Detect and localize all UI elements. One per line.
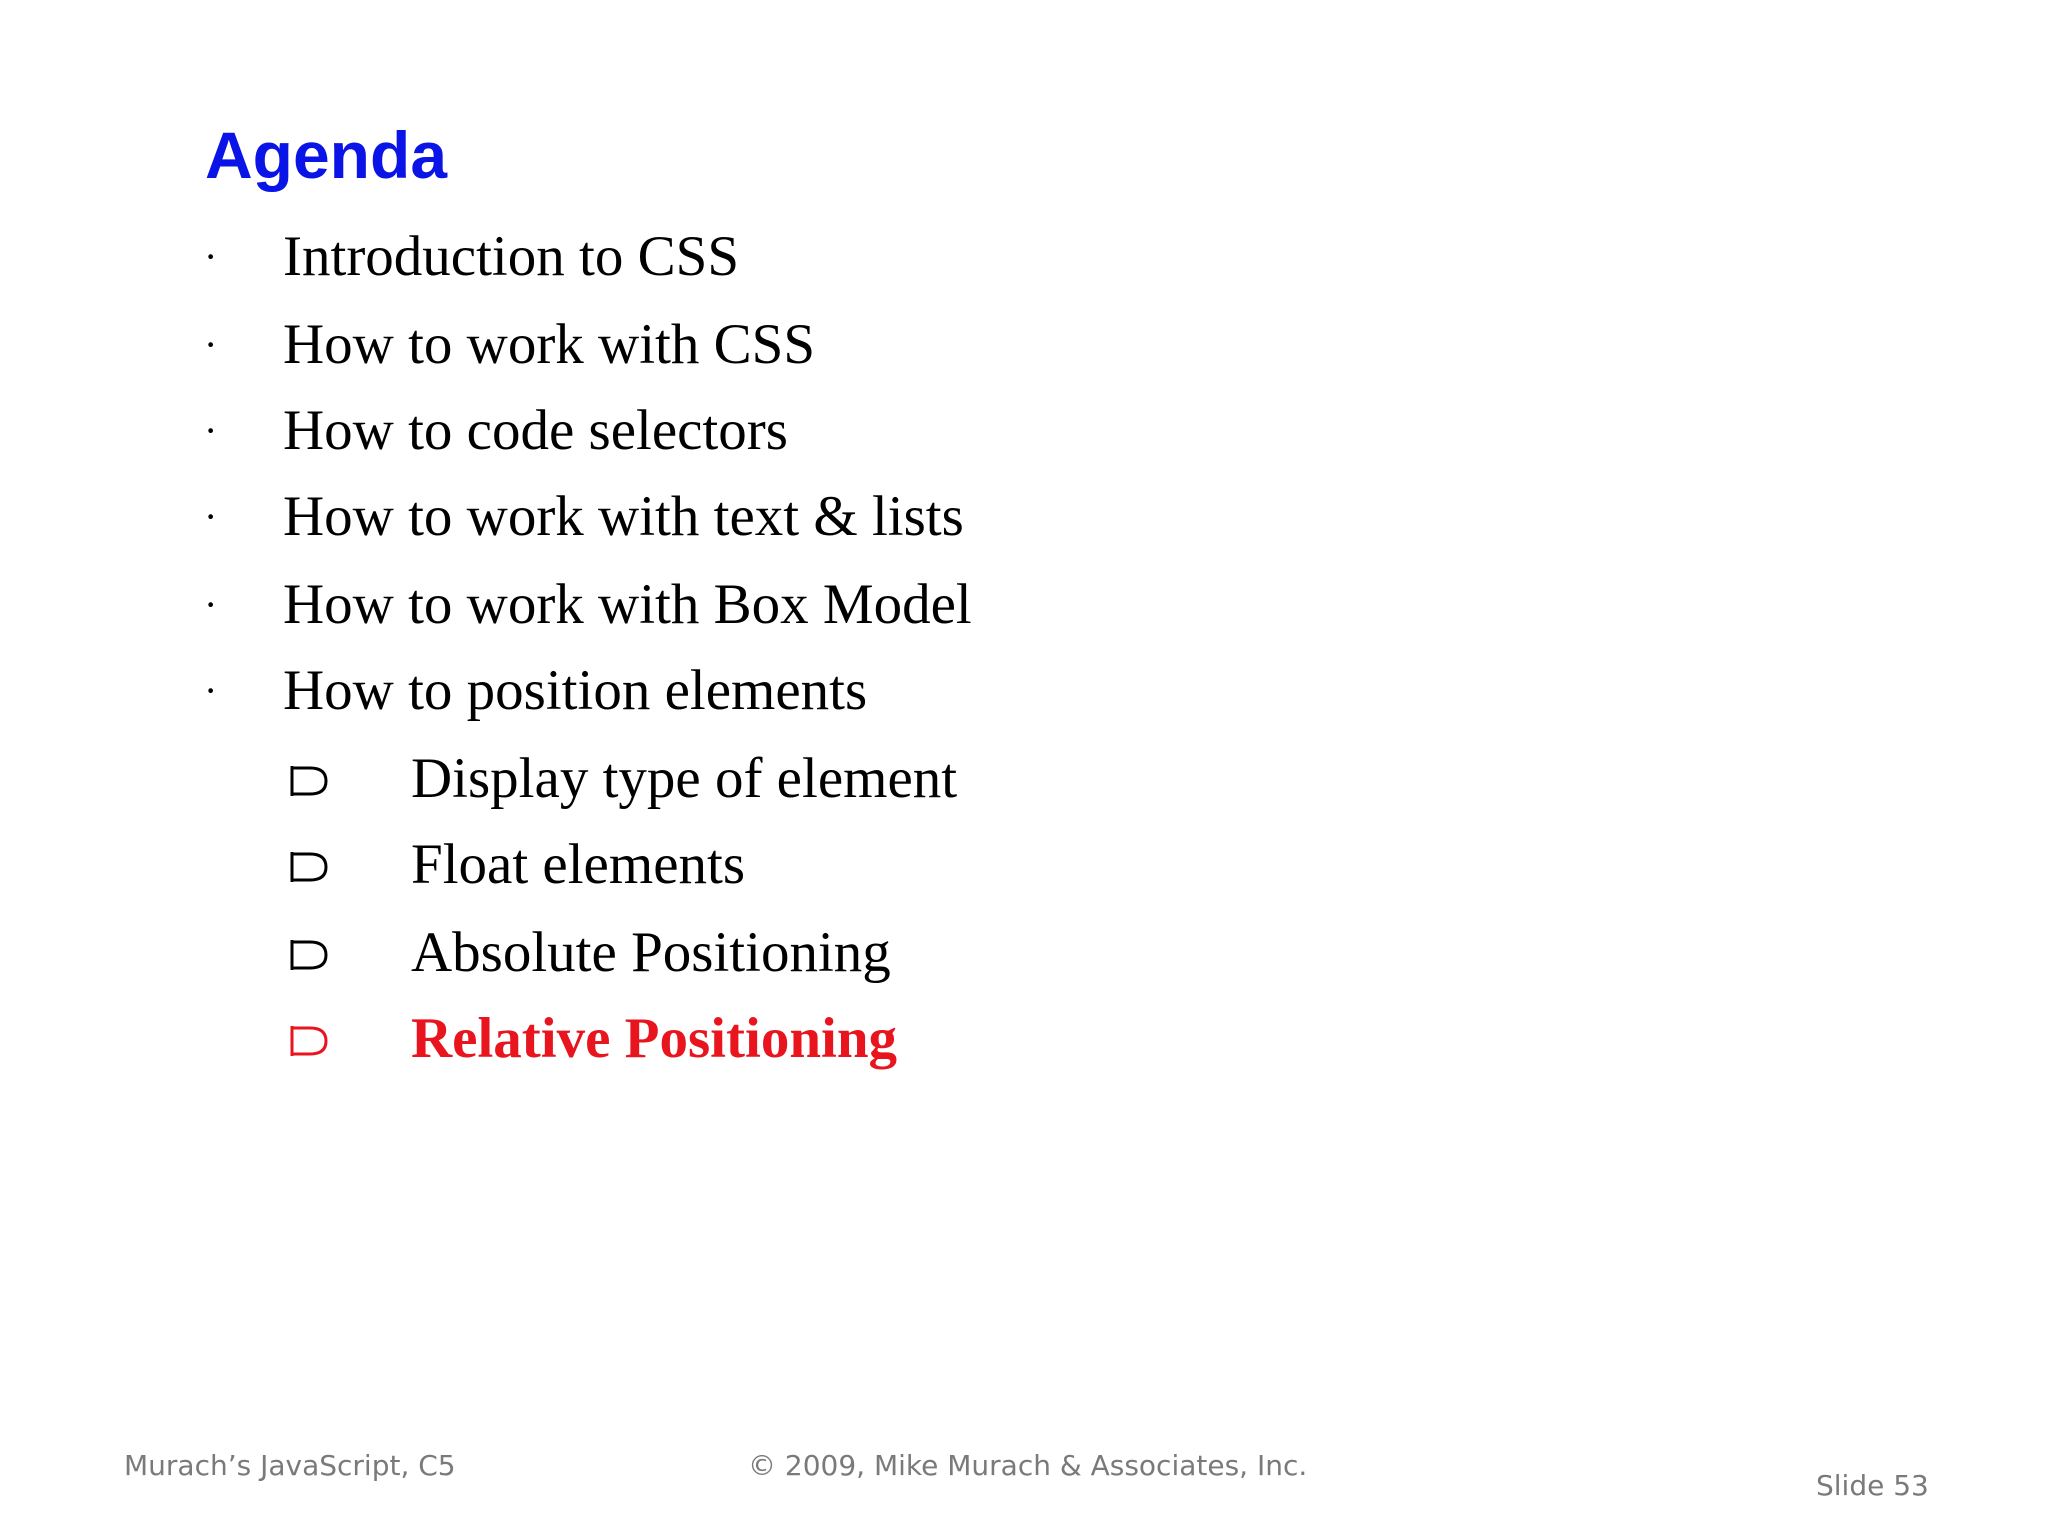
agenda-subitem-label: Float elements: [411, 833, 746, 896]
agenda-item-label: How to position elements: [283, 659, 868, 722]
agenda-subitem-label: Display type of element: [411, 747, 958, 810]
flag-icon: [288, 1004, 330, 1074]
agenda-item: [0, 570, 1100, 640]
agenda-item: [0, 396, 1100, 466]
bullet: ·: [204, 582, 218, 627]
agenda-item-label: How to work with Box Model: [283, 573, 972, 636]
agenda-subitem-current: [0, 1004, 1100, 1074]
flag-icon: [288, 938, 330, 972]
flag-icon: [288, 1024, 330, 1058]
slide-title: Agenda: [205, 118, 448, 192]
agenda-item-label: Introduction to CSS: [283, 225, 740, 288]
agenda-item: [0, 482, 1100, 552]
bullet: ·: [204, 408, 218, 453]
agenda-subitem: [0, 830, 1100, 900]
agenda-subitem: [0, 918, 1100, 988]
flag-icon: [288, 764, 330, 798]
agenda-item: [0, 310, 1100, 380]
agenda-item-label: How to work with text & lists: [283, 485, 964, 548]
flag-icon: [288, 918, 330, 988]
agenda-item-label: How to work with CSS: [283, 313, 816, 376]
footer-book-title: Murach’s JavaScript, C5: [124, 1449, 456, 1482]
agenda-subitem-label: Relative Positioning: [411, 1007, 898, 1070]
footer-copyright: © 2009, Mike Murach & Associates, Inc.: [748, 1449, 1308, 1482]
bullet: ·: [204, 494, 218, 539]
flag-icon: [288, 830, 330, 900]
agenda-item: [0, 656, 1100, 726]
footer-slide-number: Slide 53: [1816, 1469, 1929, 1502]
agenda-subitem-label: Absolute Positioning: [411, 921, 891, 984]
agenda-item: [0, 222, 1100, 292]
bullet: ·: [204, 668, 218, 713]
agenda-item-label: How to code selectors: [283, 399, 788, 462]
flag-icon: [288, 850, 330, 884]
flag-icon: [288, 744, 330, 814]
bullet: ·: [204, 234, 218, 279]
bullet: ·: [204, 322, 218, 367]
agenda-subitem: [0, 744, 1100, 814]
